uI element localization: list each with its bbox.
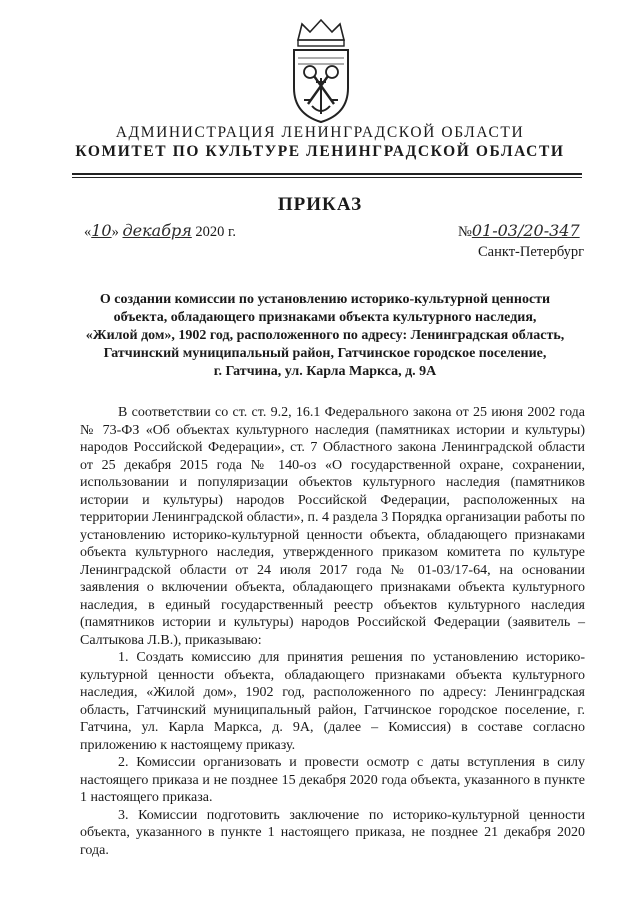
administration-name: АДМИНИСТРАЦИЯ ЛЕНИНГРАДСКОЙ ОБЛАСТИ [115, 124, 525, 141]
date-day: 10 [91, 221, 112, 240]
date-year: 2020 г. [195, 224, 236, 240]
city: Санкт-Петербург [478, 244, 585, 260]
coat-of-arms-icon [288, 18, 354, 124]
subject-line: объекта, обладающего признаками объекта культурного наследия, [113, 310, 537, 325]
date-month: декабря [122, 221, 192, 240]
clause-1: 1. Создать комиссию для принятия решения по установлению историко-культурной ценности объекта, обладающего признаками объекта культурного наследия, «Жилой дом», 1902 год, расположенного по адресу: Ленинградская область, Гатчинский муниципальный район, Гатчинское городское поселение, г. Гатчина, ул. Карла Маркса, д. 9А, (далее – Комиссия) в составе согласно приложению к настоящему приказу. [80, 650, 585, 753]
order-date [84, 221, 236, 241]
clause-3: 3. Комиссии подготовить заключение по историко-культурной ценности объекта, указанного в пункте 1 настоящего приказа, не позднее 21 декабря 2020 года. [80, 807, 585, 858]
subject-line: Гатчинский муниципальный район, Гатчинское городское поселение, [103, 346, 547, 361]
subject-line: «Жилой дом», 1902 год, расположенного по адресу: Ленинградская область, [85, 328, 565, 343]
order-body [80, 404, 585, 859]
date-close-quote: » [111, 224, 119, 240]
preamble-paragraph: В соответствии со ст. ст. 9.2, 16.1 Федерального закона от 25 июня 2002 года № 73-ФЗ «Об объектах культурного наследия (памятниках истории и культуры) народов Российской Федерации», ст. 7 Областного закона Ленинградской области от 25 декабря 2015 года № 140-оз «О государственной охране, сохранении, использовании и популяризации объектов культурного наследия (памятников истории и культуры) народов Российской Федерации, расположенных на территории Ленинградской области», п. 4 раздела 3 Порядка организации работы по установлению историко-культурной ценности объекта, обладающего признаками объекта культурного наследия, утвержденного приказом комитета по культуре Ленинградской области от 24 июля 2017 года № 01-03/17-64, на основании заявления о включении объекта, обладающего признаками объекта культурного наследия, в единый государственный реестр объектов культурного наследия (памятников истории и культуры) народов Российской Федерации (заявитель – Салтыкова Л.В.), приказываю: [80, 405, 585, 648]
order-subject [60, 291, 590, 381]
document-title: ПРИКАЗ [277, 194, 363, 215]
order-number [458, 221, 580, 241]
subject-line: О создании комиссии по установлению историко-культурной ценности [99, 292, 551, 307]
header-divider-thin [72, 177, 582, 178]
header-divider [72, 173, 582, 175]
committee-name: КОМИТЕТ ПО КУЛЬТУРЕ ЛЕНИНГРАДСКОЙ ОБЛАСТИ [75, 143, 565, 160]
subject-line: г. Гатчина, ул. Карла Маркса, д. 9А [213, 364, 437, 379]
clause-2: 2. Комиссии организовать и провести осмотр с даты вступления в силу настоящего приказа и не позднее 15 декабря 2020 года объекта, указанного в пункте 1 настоящего приказа. [80, 755, 585, 805]
date-open-quote: « [84, 224, 92, 240]
number-value: 01-03/20-347 [471, 221, 580, 240]
number-sign: № [458, 224, 472, 240]
